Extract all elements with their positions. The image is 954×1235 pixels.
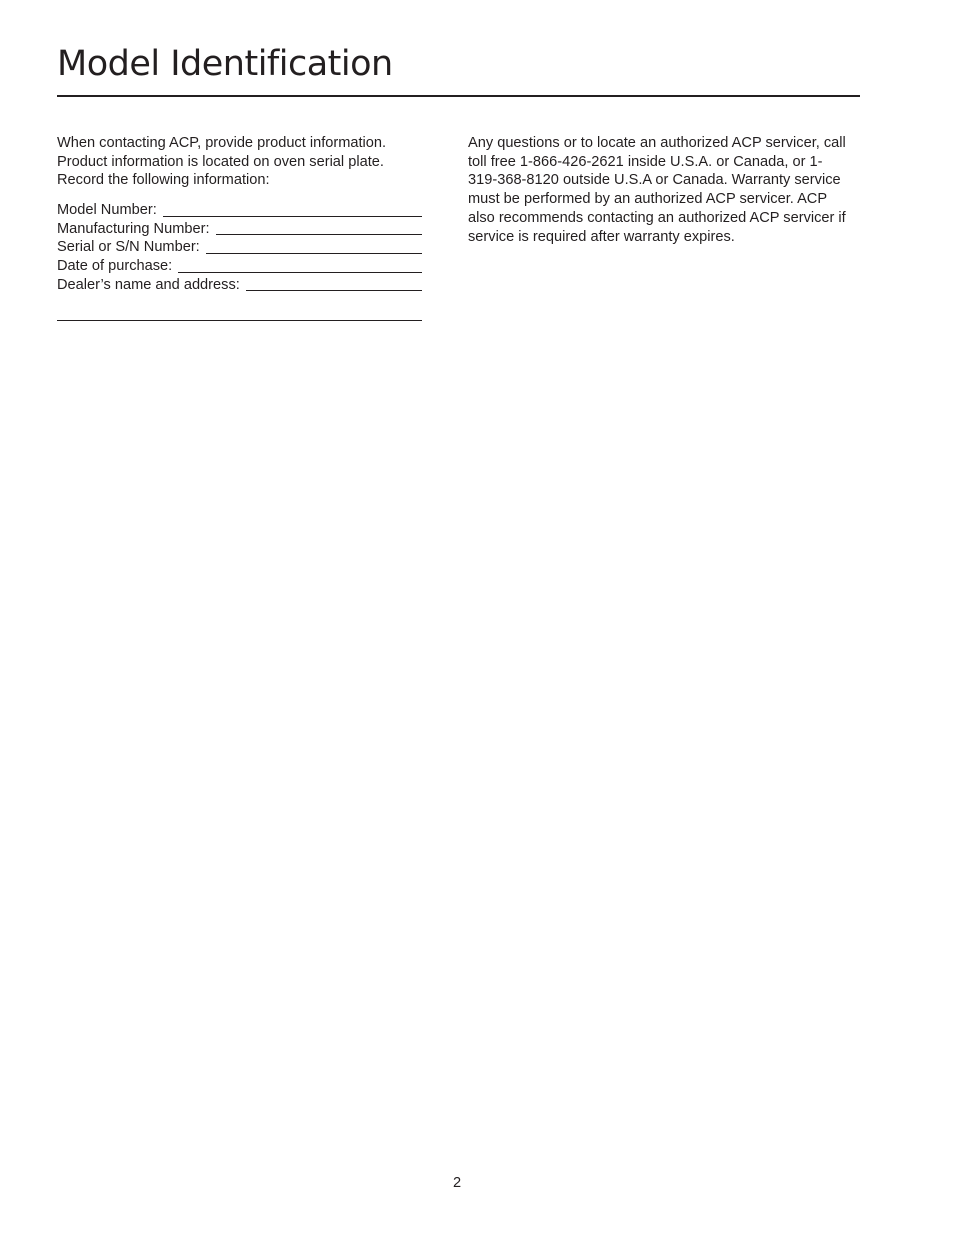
fill-in-line <box>206 253 422 254</box>
field-label: Date of purchase: <box>57 258 173 275</box>
title-divider <box>57 95 860 97</box>
intro-paragraph: When contacting ACP, provide product information. Product information is located on oven serial plate. Record the following information: <box>57 135 387 189</box>
product-info-form <box>57 201 422 321</box>
field-label: Dealer’s name and address: <box>57 276 240 293</box>
left-column <box>57 134 427 190</box>
page-title: Model Identification <box>57 44 393 84</box>
model-number-field <box>57 201 422 220</box>
dealer-name-address-field <box>57 276 422 295</box>
fill-in-line <box>246 290 422 291</box>
right-column <box>468 134 848 246</box>
date-of-purchase-field <box>57 257 422 276</box>
fill-in-line <box>178 272 422 273</box>
service-info-paragraph: Any questions or to locate an authorized ACP servicer, call toll free 1-866-426-2621 inside U.S.A. or Canada, or 1-319-368-8120 outside U.S.A or Canada. Warranty service must be performed by an authorized ACP servicer. ACP also recommends contacting an authorized ACP servicer if service is required after warranty expires. <box>468 135 846 245</box>
field-label: Serial or S/N Number: <box>57 239 200 256</box>
manufacturing-number-field <box>57 220 422 239</box>
fill-in-line <box>216 234 423 235</box>
page-number: 2 <box>452 1175 462 1191</box>
field-label: Manufacturing Number: <box>57 220 210 237</box>
fill-in-line <box>163 216 422 217</box>
field-label: Model Number: <box>57 201 157 218</box>
dealer-address-line <box>57 301 422 321</box>
serial-number-field <box>57 238 422 257</box>
